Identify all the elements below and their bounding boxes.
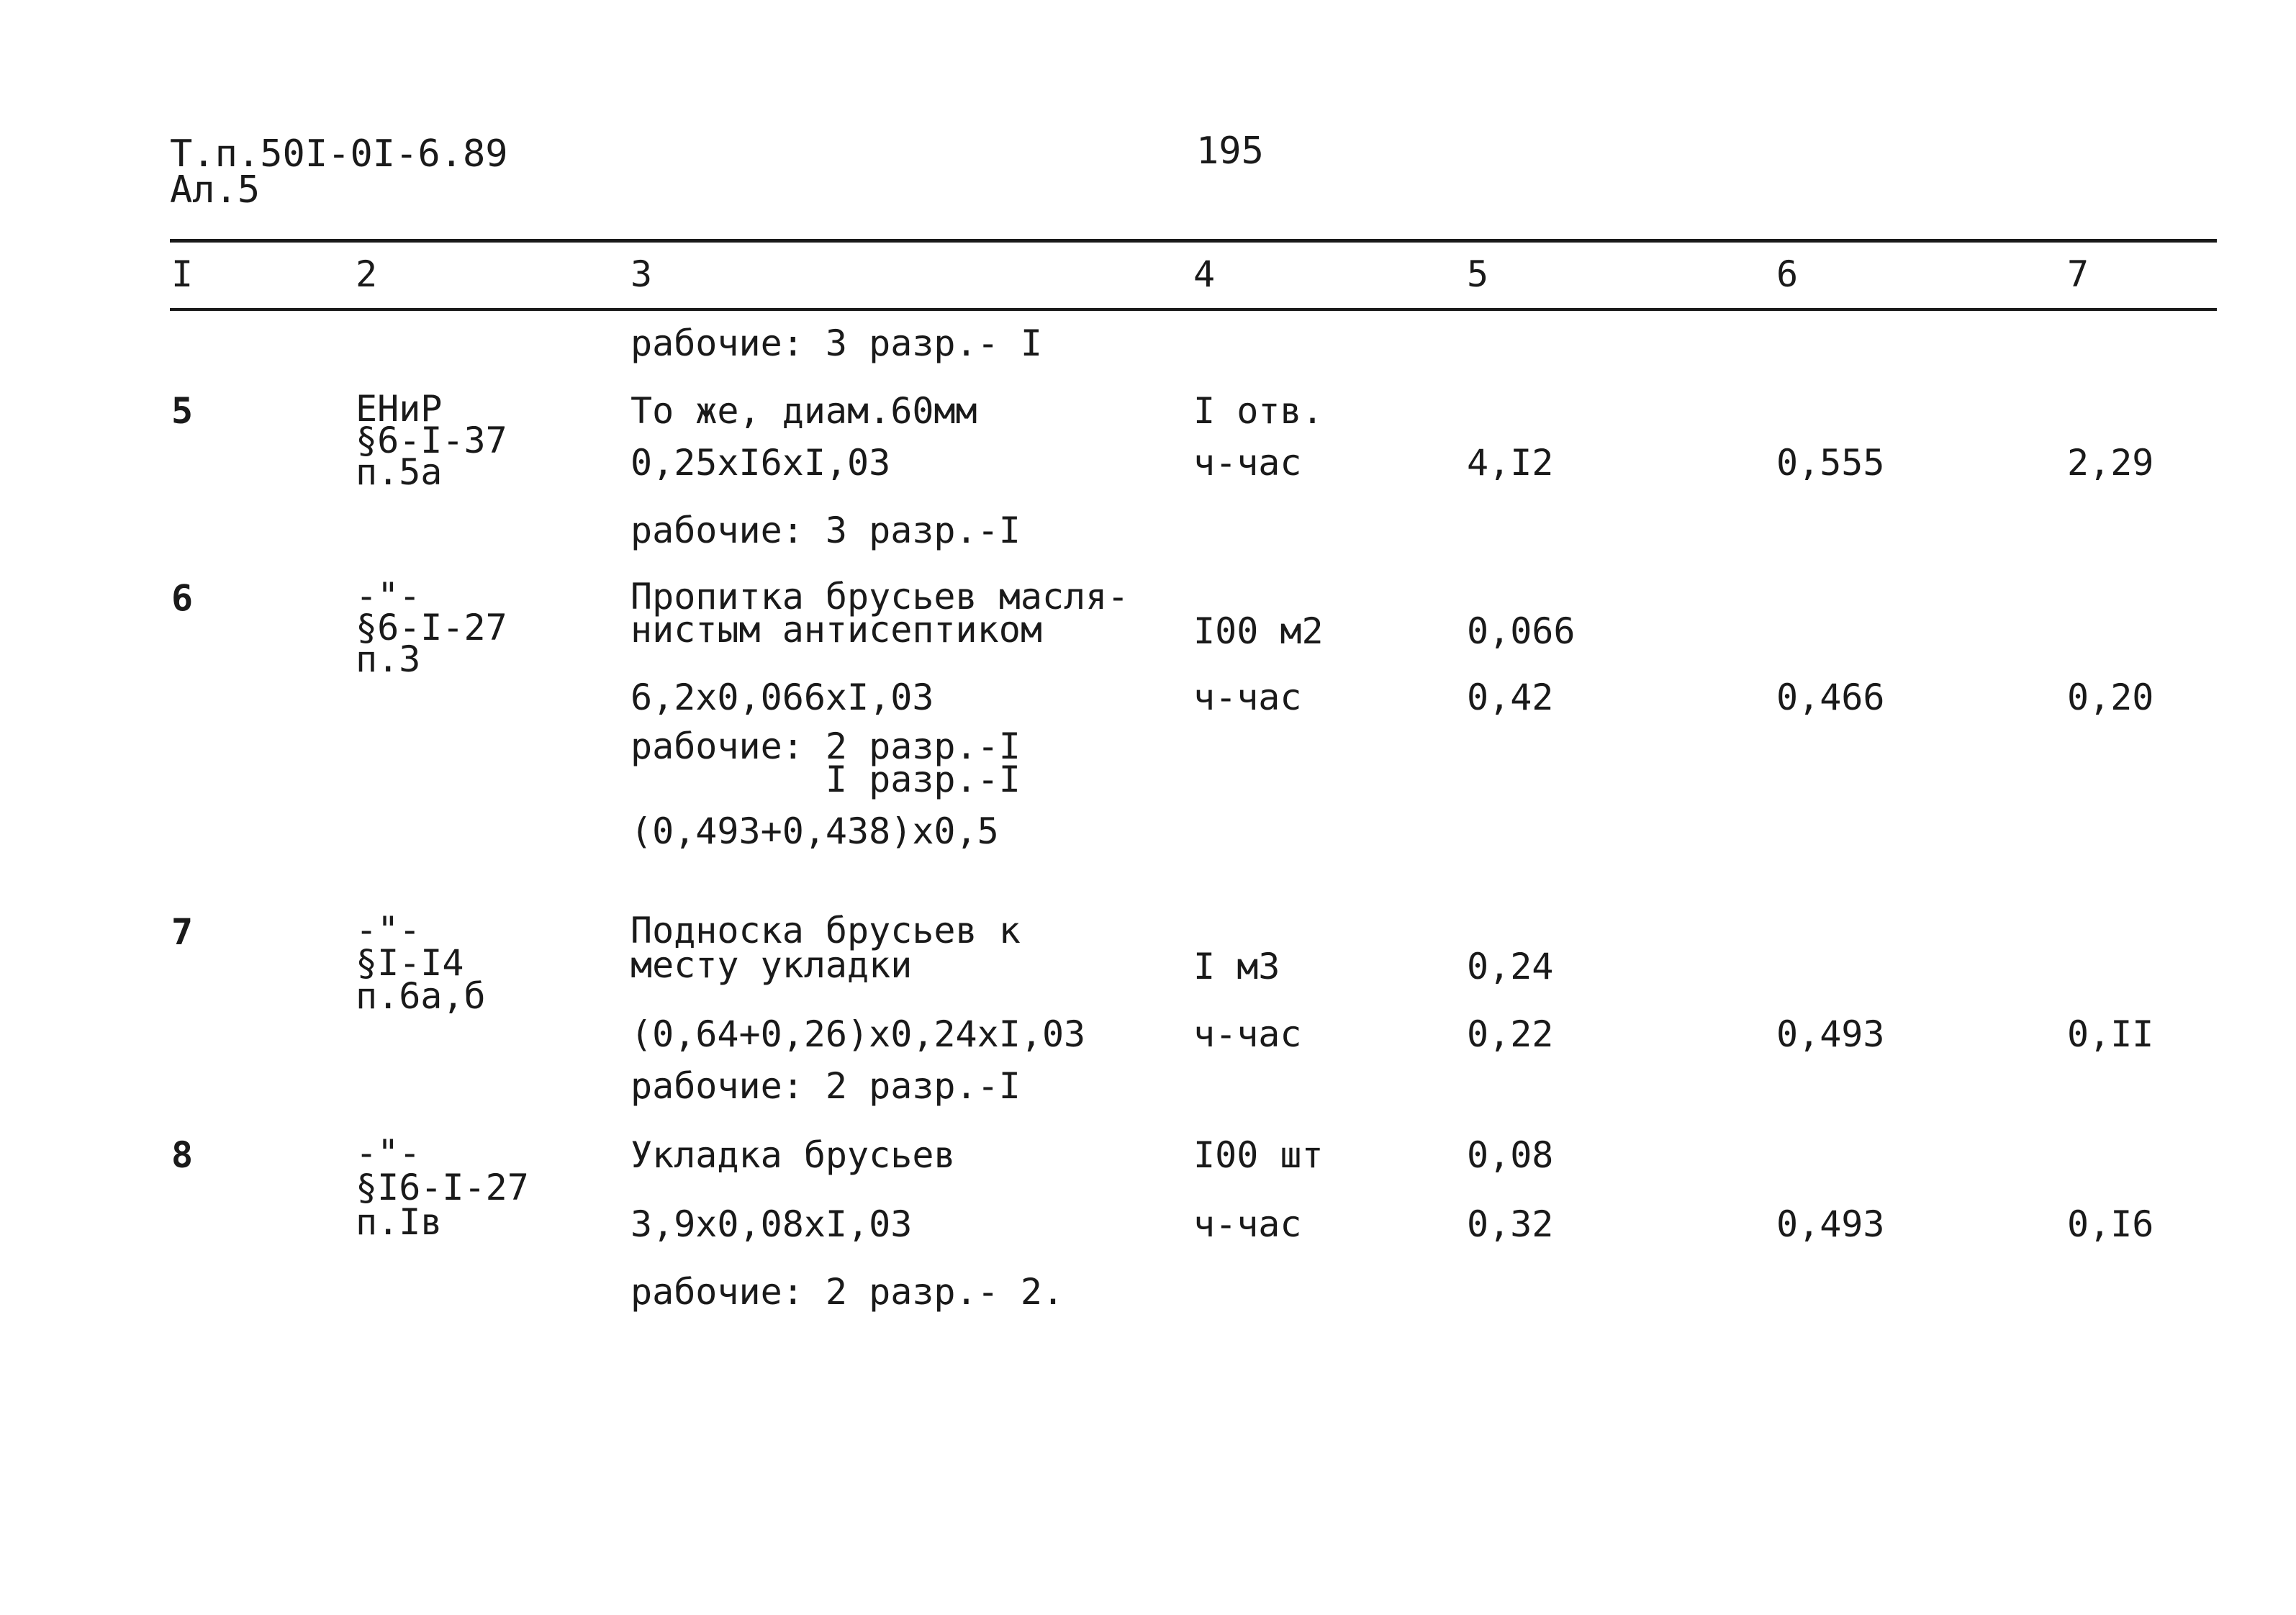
norm-reference: §I-I4 — [356, 942, 464, 984]
labor-value: 0,32 — [1467, 1203, 1554, 1245]
rate-value: 0,555 — [1776, 442, 1885, 484]
cost-value: 0,I6 — [2067, 1203, 2154, 1245]
norm-reference: -"- — [356, 575, 421, 617]
norm-reference: п.Iв — [356, 1201, 443, 1243]
labor-value: 4,I2 — [1467, 442, 1554, 484]
rate-value: 0,466 — [1776, 677, 1885, 718]
calculation-unit: ч-час — [1193, 1013, 1302, 1055]
labor-value: 0,42 — [1467, 677, 1554, 718]
quantity-value: 0,066 — [1467, 610, 1576, 652]
measure-unit: I м3 — [1193, 946, 1280, 987]
workers-line: рабочие: 2 разр.- 2. — [631, 1271, 1065, 1313]
measure-unit: I отв. — [1193, 390, 1324, 432]
labor-value: 0,22 — [1467, 1013, 1554, 1055]
norm-reference: п.5а — [356, 451, 443, 493]
norm-reference: п.6а,б — [356, 975, 486, 1017]
column-header-1: I — [171, 253, 194, 295]
continuation-workers: рабочие: 3 разр.- I — [631, 322, 1042, 364]
column-header-2: 2 — [356, 253, 378, 295]
calculation-unit: ч-час — [1193, 677, 1302, 718]
norm-reference: §I6-I-27 — [356, 1167, 529, 1208]
norm-reference: -"- — [356, 909, 421, 951]
work-description: Подноска брусьев к — [631, 910, 1021, 951]
document-code: Т.п.50I-0I-6.89 — [170, 132, 508, 176]
norm-reference: §6-I-27 — [356, 607, 507, 648]
row-number: 7 — [171, 911, 194, 953]
album-number: Ал.5 — [170, 168, 261, 212]
norm-reference: ЕНиР — [356, 388, 443, 430]
calculation-formula: 3,9х0,08хI,03 — [631, 1203, 913, 1245]
column-header-5: 5 — [1467, 253, 1489, 295]
workers-line: рабочие: 3 разр.-I — [631, 510, 1021, 551]
measure-unit: I00 шт — [1193, 1134, 1324, 1176]
column-header-7: 7 — [2067, 253, 2089, 295]
row-number: 6 — [171, 577, 194, 619]
calculation-unit: ч-час — [1193, 1203, 1302, 1245]
norm-reference: п.3 — [356, 638, 421, 680]
work-description: Укладка брусьев — [631, 1134, 956, 1176]
rate-value: 0,493 — [1776, 1203, 1885, 1245]
column-header-4: 4 — [1193, 253, 1216, 295]
workers-line: рабочие: 2 разр.-I — [631, 725, 1021, 767]
work-description: Пропитка брусьев масля- — [631, 576, 1129, 618]
column-header-3: 3 — [631, 253, 653, 295]
workers-line: I разр.-I — [631, 759, 1021, 800]
work-description: нистым антисептиком — [631, 609, 1042, 651]
work-description: месту укладки — [631, 944, 913, 986]
cost-value: 2,29 — [2067, 442, 2154, 484]
workers-line: рабочие: 2 разр.-I — [631, 1065, 1021, 1107]
norm-reference: -"- — [356, 1132, 421, 1174]
row-number: 8 — [171, 1134, 194, 1176]
norm-reference: §6-I-37 — [356, 420, 507, 461]
quantity-value: 0,24 — [1467, 946, 1554, 987]
calculation-formula: (0,64+0,26)х0,24хI,03 — [631, 1013, 1086, 1055]
column-header-6: 6 — [1776, 253, 1799, 295]
calculation-formula: 0,25хI6хI,03 — [631, 442, 891, 484]
page-number: 195 — [1196, 130, 1264, 173]
quantity-value: 0,08 — [1467, 1134, 1554, 1176]
calculation-unit: ч-час — [1193, 442, 1302, 484]
workers-formula: (0,493+0,438)х0,5 — [631, 810, 999, 852]
row-number: 5 — [171, 390, 194, 432]
cost-value: 0,20 — [2067, 677, 2154, 718]
measure-unit: I00 м2 — [1193, 610, 1324, 652]
rate-value: 0,493 — [1776, 1013, 1885, 1055]
calculation-formula: 6,2х0,066хI,03 — [631, 677, 934, 718]
cost-value: 0,II — [2067, 1013, 2154, 1055]
work-description: То же, диам.60мм — [631, 390, 977, 432]
